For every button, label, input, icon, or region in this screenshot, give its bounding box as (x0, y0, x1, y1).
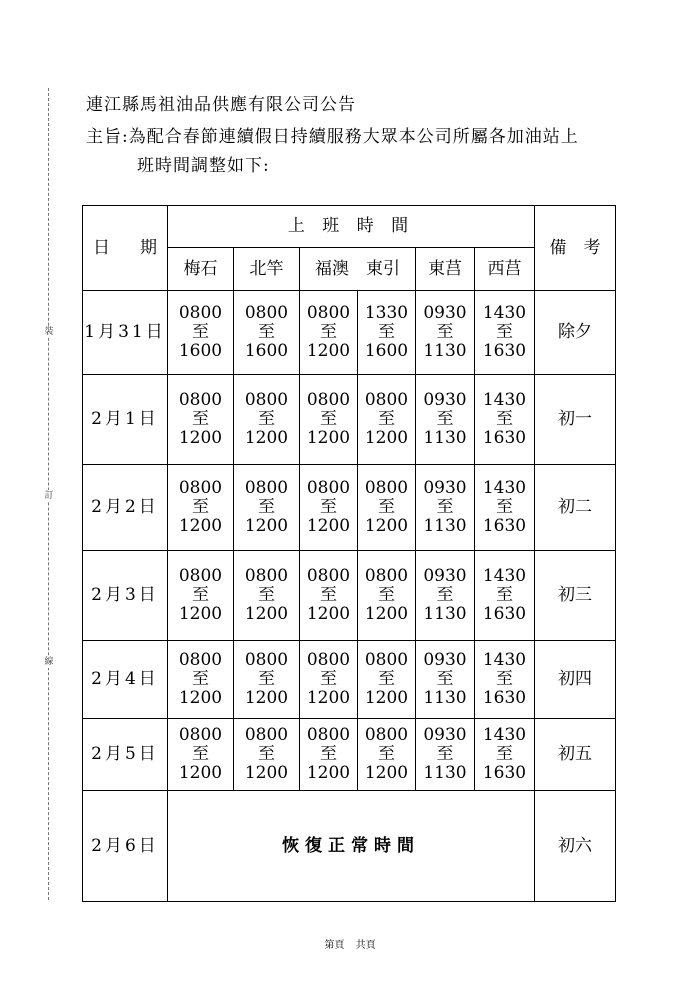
time-text: 0800 (178, 650, 223, 670)
time-cell (358, 465, 416, 551)
time-text: 1430 (482, 478, 527, 498)
time-cell (475, 375, 535, 465)
time-text: 至 (320, 497, 337, 517)
time-text: 1200 (178, 688, 223, 708)
time-text: 至 (258, 497, 275, 517)
time-text: 1600 (244, 341, 289, 361)
time-cell (234, 551, 300, 641)
time-cell (300, 465, 358, 551)
time-cell (168, 719, 234, 791)
row-date: 1月31日 (83, 291, 168, 375)
table-row (83, 465, 616, 551)
row-date: 2月4日 (83, 641, 168, 719)
time-text: 0800 (178, 390, 223, 410)
time-text: 1130 (423, 516, 467, 536)
header-station-meishi: 梅石 (168, 248, 234, 291)
time-text: 1200 (178, 428, 223, 448)
time-text: 至 (258, 669, 275, 689)
time-text: 1630 (482, 688, 527, 708)
time-text: 至 (436, 322, 454, 342)
time-text: 至 (378, 409, 395, 429)
time-cell (234, 641, 300, 719)
time-text: 1130 (423, 428, 467, 448)
time-cell (358, 641, 416, 719)
row-note: 初二 (535, 465, 616, 551)
time-text: 1430 (482, 725, 527, 745)
time-text: 0930 (423, 478, 467, 498)
time-text: 1200 (178, 516, 223, 536)
time-text: 1600 (178, 341, 223, 361)
time-text: 1200 (364, 763, 409, 783)
time-text: 1200 (244, 688, 289, 708)
time-text: 0930 (423, 390, 467, 410)
row-note: 初一 (535, 375, 616, 465)
time-cell (300, 641, 358, 719)
row-note: 除夕 (535, 291, 616, 375)
time-text: 1200 (244, 763, 289, 783)
time-text: 0800 (306, 650, 351, 670)
time-text: 0800 (364, 478, 409, 498)
time-cell (475, 551, 535, 641)
time-text: 至 (496, 497, 513, 517)
time-text: 0930 (423, 725, 467, 745)
time-text: 1200 (306, 341, 351, 361)
time-text: 至 (258, 744, 275, 764)
time-cell (168, 641, 234, 719)
time-text: 1600 (364, 341, 409, 361)
time-text: 1200 (178, 763, 223, 783)
time-text: 0800 (178, 478, 223, 498)
time-cell (234, 465, 300, 551)
row-date: 2月3日 (83, 551, 168, 641)
time-text: 0800 (306, 725, 351, 745)
time-text: 1430 (482, 303, 527, 323)
table-row (83, 291, 616, 375)
row-note: 初三 (535, 551, 616, 641)
time-text: 1200 (306, 763, 351, 783)
header-station-beigan: 北竿 (234, 248, 300, 291)
time-text: 0800 (244, 650, 289, 670)
time-text: 0800 (178, 566, 223, 586)
row-note: 初五 (535, 719, 616, 791)
time-cell (416, 551, 475, 641)
time-text: 至 (378, 585, 395, 605)
time-text: 0800 (306, 478, 351, 498)
time-text: 1430 (482, 566, 527, 586)
time-text: 0800 (244, 478, 289, 498)
time-cell (168, 465, 234, 551)
time-text: 至 (378, 322, 395, 342)
time-text: 1200 (244, 516, 289, 536)
time-text: 1430 (482, 650, 527, 670)
time-text: 0800 (364, 390, 409, 410)
time-text: 至 (258, 322, 275, 342)
subject-line-2: 班時間調整如下: (137, 156, 270, 176)
time-text: 至 (436, 497, 454, 517)
time-text: 0800 (178, 303, 223, 323)
time-text: 1630 (482, 516, 527, 536)
table-row (83, 551, 616, 641)
time-text: 至 (192, 409, 209, 429)
time-text: 0800 (364, 650, 409, 670)
time-text: 1200 (364, 516, 409, 536)
time-text: 1200 (178, 604, 223, 624)
header-station-fuao-dongyin: 福澳 東引 (300, 248, 416, 291)
time-cell (234, 375, 300, 465)
time-text: 至 (436, 669, 454, 689)
time-cell (168, 291, 234, 375)
time-cell (416, 291, 475, 375)
time-text: 0930 (423, 650, 467, 670)
time-text: 1200 (244, 604, 289, 624)
time-text: 0930 (423, 566, 467, 586)
time-text: 0800 (306, 390, 351, 410)
time-text: 0930 (423, 303, 467, 323)
time-text: 0800 (306, 566, 351, 586)
time-text: 0800 (306, 303, 351, 323)
header-station-dongju: 東莒 (416, 248, 475, 291)
table-row (83, 641, 616, 719)
row-date: 2月2日 (83, 465, 168, 551)
time-text: 1130 (423, 341, 467, 361)
binding-mark: 線 (44, 657, 54, 667)
time-text: 至 (496, 744, 513, 764)
row-date: 2月6日 (83, 791, 168, 902)
time-text: 0800 (244, 303, 289, 323)
time-text: 0800 (364, 566, 409, 586)
time-cell (475, 291, 535, 375)
time-text: 1200 (244, 428, 289, 448)
time-cell (234, 291, 300, 375)
time-text: 1200 (364, 688, 409, 708)
time-cell (475, 641, 535, 719)
time-cell (234, 719, 300, 791)
time-cell (416, 641, 475, 719)
time-text: 至 (378, 497, 395, 517)
row-note: 初六 (535, 791, 616, 902)
time-text: 0800 (178, 725, 223, 745)
header-station-xiju: 西莒 (475, 248, 535, 291)
time-cell (416, 465, 475, 551)
time-cell (168, 375, 234, 465)
table-row (83, 375, 616, 465)
table-row (83, 719, 616, 791)
time-cell (475, 465, 535, 551)
time-text: 至 (320, 669, 337, 689)
time-cell (416, 375, 475, 465)
time-text: 至 (258, 585, 275, 605)
time-text: 1200 (364, 428, 409, 448)
time-text: 至 (496, 322, 513, 342)
time-cell (300, 291, 358, 375)
header-remarks: 備 考 (535, 206, 616, 291)
time-text: 至 (436, 409, 454, 429)
time-text: 0800 (244, 566, 289, 586)
row-date: 2月5日 (83, 719, 168, 791)
time-text: 至 (496, 669, 513, 689)
time-text: 0800 (364, 725, 409, 745)
time-cell (300, 375, 358, 465)
binding-mark: 訂 (44, 491, 54, 501)
time-text: 至 (320, 585, 337, 605)
time-text: 1630 (482, 341, 527, 361)
time-text: 至 (192, 669, 209, 689)
time-text: 1430 (482, 390, 527, 410)
time-text: 1130 (423, 763, 467, 783)
time-text: 1200 (306, 516, 351, 536)
header-work-hours: 上 班 時 間 (168, 206, 535, 248)
time-text: 至 (192, 585, 209, 605)
time-text: 至 (378, 669, 395, 689)
time-text: 至 (436, 585, 454, 605)
time-text: 至 (378, 744, 395, 764)
time-text: 至 (436, 744, 454, 764)
subject-line-1: 主旨:為配合春節連續假日持續服務大眾本公司所屬各加油站上 (86, 127, 579, 147)
time-cell (358, 719, 416, 791)
page-footer: 第頁 共頁 (324, 940, 376, 951)
time-text: 至 (192, 497, 209, 517)
time-text: 1200 (306, 688, 351, 708)
row-note: 初四 (535, 641, 616, 719)
time-cell (416, 719, 475, 791)
row-date: 2月1日 (83, 375, 168, 465)
time-text: 至 (496, 409, 513, 429)
time-text: 1630 (482, 763, 527, 783)
time-text: 0800 (244, 725, 289, 745)
time-cell (300, 551, 358, 641)
resume-normal-hours: 恢復正常時間 (168, 791, 535, 902)
time-cell (358, 291, 416, 375)
binding-mark: 裝 (44, 327, 54, 337)
time-text: 至 (320, 744, 337, 764)
time-cell (358, 551, 416, 641)
time-cell (358, 375, 416, 465)
time-text: 至 (192, 744, 209, 764)
time-text: 至 (320, 322, 337, 342)
time-cell (300, 719, 358, 791)
header-date: 日 期 (83, 206, 168, 291)
time-text: 1200 (364, 604, 409, 624)
time-text: 1130 (423, 688, 467, 708)
notice-title: 連江縣馬祖油品供應有限公司公告 (86, 95, 356, 115)
table-row (83, 791, 616, 902)
time-text: 1200 (306, 604, 351, 624)
time-text: 1630 (482, 428, 527, 448)
time-text: 0800 (244, 390, 289, 410)
time-text: 1130 (423, 604, 467, 624)
time-text: 1330 (364, 303, 409, 323)
time-text: 至 (496, 585, 513, 605)
time-text: 至 (258, 409, 275, 429)
time-cell (475, 719, 535, 791)
time-text: 至 (192, 322, 209, 342)
time-text: 1200 (306, 428, 351, 448)
time-text: 1630 (482, 604, 527, 624)
time-text: 至 (320, 409, 337, 429)
time-cell (168, 551, 234, 641)
schedule-table (82, 205, 616, 902)
